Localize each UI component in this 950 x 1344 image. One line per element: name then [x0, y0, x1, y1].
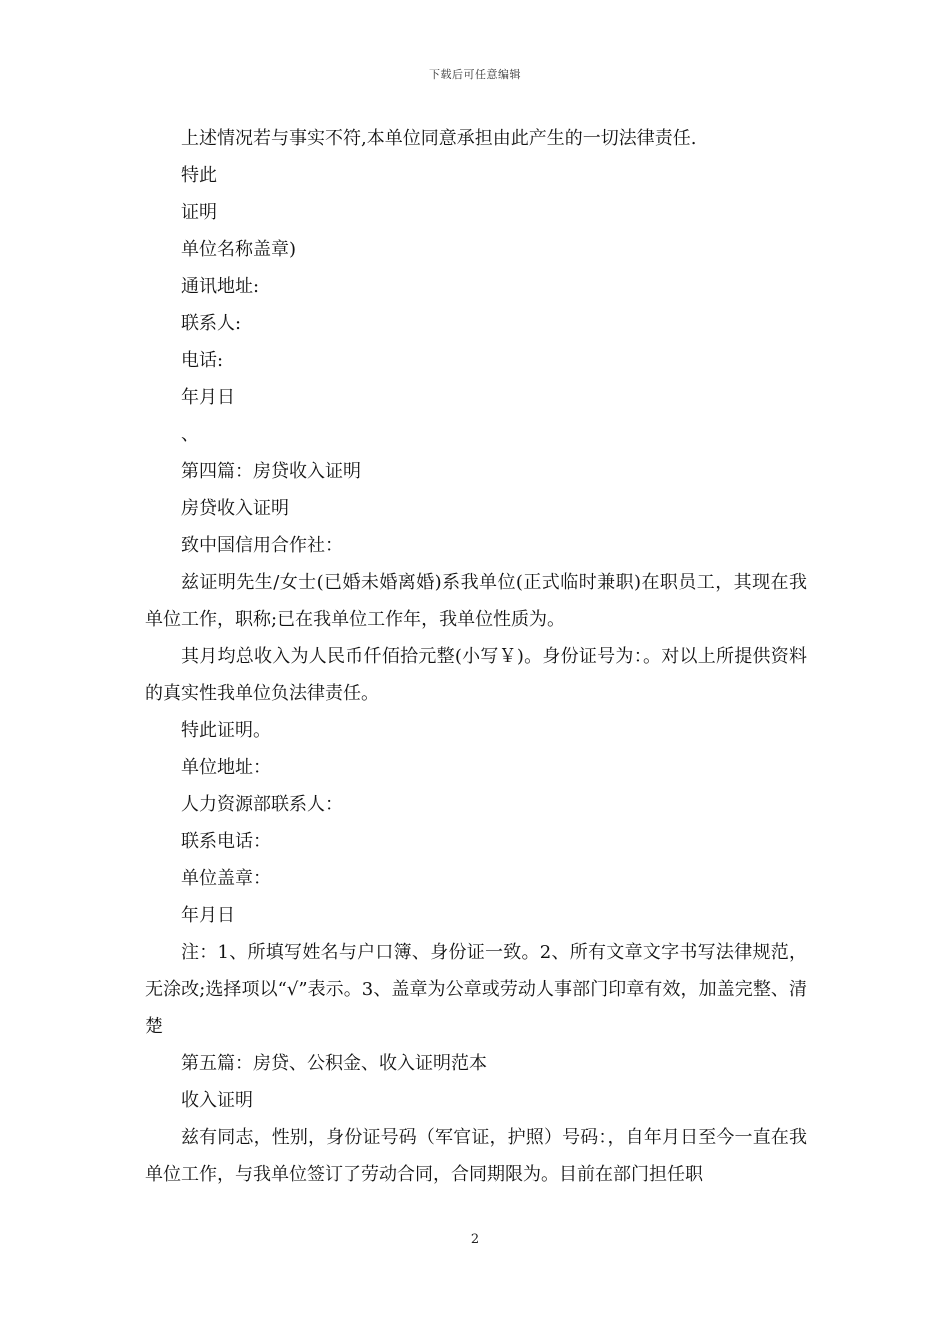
text-line: 、 [181, 424, 199, 445]
document-title: 房贷收入证明 [181, 498, 289, 519]
text-line: 电话: [181, 350, 224, 371]
document-body [145, 120, 807, 1193]
paragraph: 兹证明先生/女士(已婚未婚离婚)系我单位(正式临时兼职)在职员工，其现在我单位工作，职称;已在我单位工作年，我单位性质为。 [145, 572, 807, 630]
text-line: 单位地址： [181, 757, 271, 778]
document-title: 收入证明 [181, 1090, 253, 1111]
paragraph: 其月均总收入为人民币仟佰拾元整(小写￥)。身份证号为：。对以上所提供资料的真实性我单位负法律责任。 [145, 646, 807, 704]
addressee: 致中国信用合作社： [181, 535, 343, 556]
text-line: 年月日 [181, 905, 235, 926]
text-line: 特此 [181, 165, 217, 186]
page-number: 2 [470, 1232, 480, 1247]
note-paragraph: 注：1、所填写姓名与户口簿、身份证一致。2、所有文章文字书写法律规范，无涂改;选择项以“√”表示。3、盖章为公章或劳动人事部门印章有效，加盖完整、清楚 [145, 942, 807, 1037]
text-line: 单位盖章： [181, 868, 271, 889]
text-line: 联系电话： [181, 831, 271, 852]
text-line: 单位名称盖章) [181, 239, 297, 260]
section-heading: 第四篇：房贷收入证明 [181, 461, 361, 482]
text-line: 联系人: [181, 313, 242, 334]
text-line: 年月日 [181, 387, 235, 408]
text-line: 通讯地址: [181, 276, 260, 297]
section-heading: 第五篇：房贷、公积金、收入证明范本 [181, 1053, 487, 1074]
text-line: 证明 [181, 202, 217, 223]
text-line: 上述情况若与事实不符,本单位同意承担由此产生的一切法律责任. [181, 128, 697, 149]
paragraph: 兹有同志，性别，身份证号码（军官证，护照）号码：，自年月日至今一直在我单位工作，与我单位签订了劳动合同，合同期限为。目前在部门担任职 [145, 1127, 807, 1185]
text-line: 特此证明。 [181, 720, 271, 741]
page-header: 下载后可任意编辑 [429, 68, 521, 81]
text-line: 人力资源部联系人： [181, 794, 343, 815]
